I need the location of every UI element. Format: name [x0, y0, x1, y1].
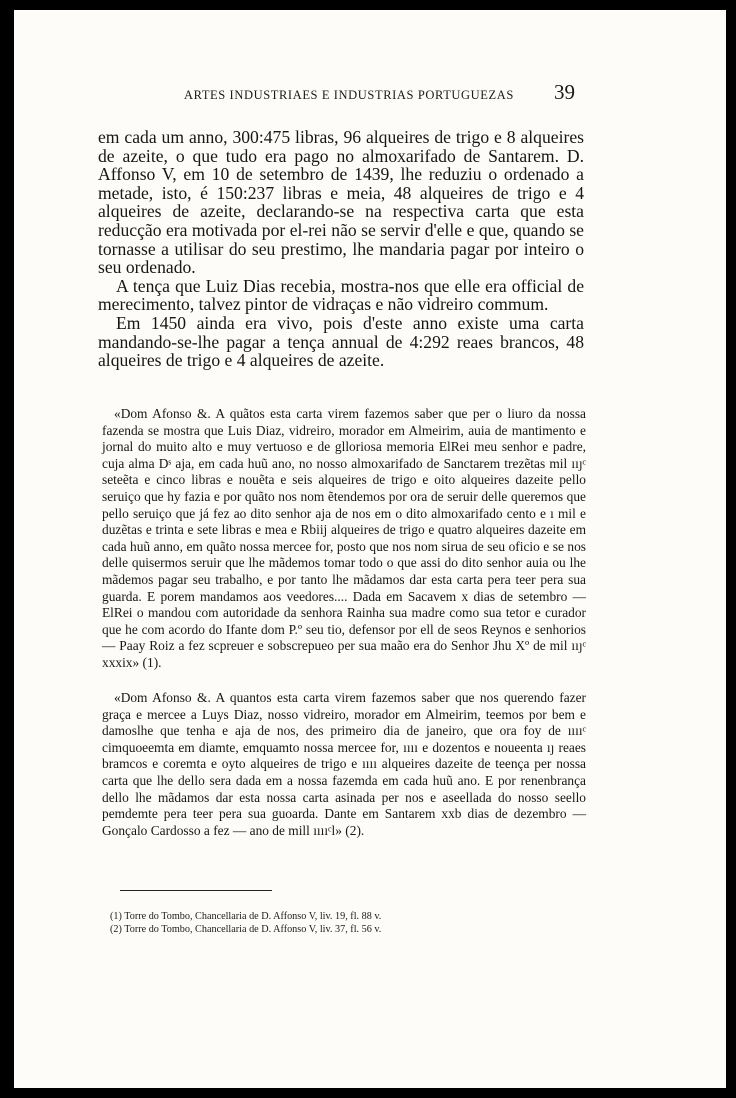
- quoted-charter-1: «Dom Afonso &. A quãtos esta carta virem fazemos saber que per o liuro da nossa fazenda se mostra que Luis Diaz, vidreiro, morador em Almeirim, auia de mantimento e jornal do muito alto e muy vertuoso e de glloriosa memoria ElRei meu senhor e padre, cuja alma Dˢ aja, em cada huũ ano, no nosso almoxarifado de Sanctarem trezẽtas mil ııȷᶜ seteẽta e cinco libras e nouẽta e seis alqueires de trigo e oito alqueires dazeite pello seruiço que hy fazia e por quãto nos nom ẽtendemos por ora de seruir delle queremos que pello seruiço que já fez ao dito senhor aja de nos em o dito almoxarifado cento e ı mil e duzẽtas e trinta e sete libras e mea e Rbiij alqueires de trigo e quatro alqueires dazeite em cada huũ anno, em quãto nossa mercee for, posto que nos nom sirua de seu oficio e se nos delle quisermos seruir que lhe mãdemos tomar todo o que assi do dito senhor auia ou lhe mãdemos pagar seu trabalho, e por tanto lhe mãdamos dar esta carta pera teer pera sua guarda. E porem mandamos aos veedores.... Dada em Sacavem x dias de setembro — ElRei o mandou com autoridade da senhora Rainha sua madre como sua tetor e curador que he com acordo do Ifante dom P.º seu tio, defensor por ell de seos Reynos e senhorios — Paay Roiz a fez scpreuer e sobscrepueo per sua maão era do Senhor Jhu Xº de mil ııȷᶜ xxxix» (1).: [102, 406, 586, 670]
- footnote: (1) Torre do Tombo, Chancellaria de D. Affonso V, liv. 19, fl. 88 v.: [110, 911, 382, 922]
- paragraph: em cada um anno, 300:475 libras, 96 alqueires de trigo e 8 alqueires de azeite, o que tudo era pago no almoxarifado de Santarem. D. Affonso V, em 10 de setembro de 1439, lhe reduziu o ordenado a metade, isto, é 150:237 libras e meia, 48 alqueires de trigo e 4 alqueires de azeite, declarando-se na respectiva carta que esta reducção era motivada por el-rei não se servir d'elle e que, quando se tornasse a utilisar do seu prestimo, lhe mandaria pagar por inteiro o seu ordenado.: [98, 127, 584, 278]
- paragraph: Em 1450 ainda era vivo, pois d'este anno existe uma carta mandando-se-lhe pagar a tença annual de 4:292 reaes brancos, 48 alqueires de trigo e 4 alqueires de azeite.: [98, 312, 584, 371]
- page-number: 39: [554, 80, 575, 104]
- footnote: (2) Torre do Tombo, Chancellaria de D. Affonso V, liv. 37, fl. 56 v.: [110, 924, 382, 935]
- book-page: [14, 10, 726, 1088]
- paragraph: A tença que Luiz Dias recebia, mostra-nos que elle era official de merecimento, talvez pintor de vidraças e não vidreiro commum.: [98, 275, 584, 315]
- quoted-charter-2: «Dom Afonso &. A quantos esta carta virem fazemos saber que nos querendo fazer graça e mercee a Luys Diaz, nosso vidreiro, morador em Almeirim, teemos por bem e damoslhe que tenha e aja de nos, des primeiro dia de janeiro, que ora foy de ııııᶜ cimquoeemta em diamte, emquamto nossa mercee for, ıııı e dozentos e noueenta ıȷ reaes bramcos e coremta e oyto alqueires de trigo e ıııı alqueires dazeite de teença per nossa carta que lhe dello sera dada em a nossa fazemda em cada huũ ano. E por renenbrança dello lhe mãdamos dar esta nossa carta asinada per nos e aseellada do nosso seello pemdemte pera teer pera sua guoarda. Dante em Santarem xxb dias de dezembro — Gonçalo Cardosso a fez — ano de mill ııııᶜl» (2).: [102, 690, 586, 838]
- footnotes: [110, 910, 580, 936]
- main-text: [98, 128, 584, 370]
- footnote-divider: [120, 890, 272, 891]
- running-title: ARTES INDUSTRIAES E INDUSTRIAS PORTUGUEZAS: [184, 88, 514, 102]
